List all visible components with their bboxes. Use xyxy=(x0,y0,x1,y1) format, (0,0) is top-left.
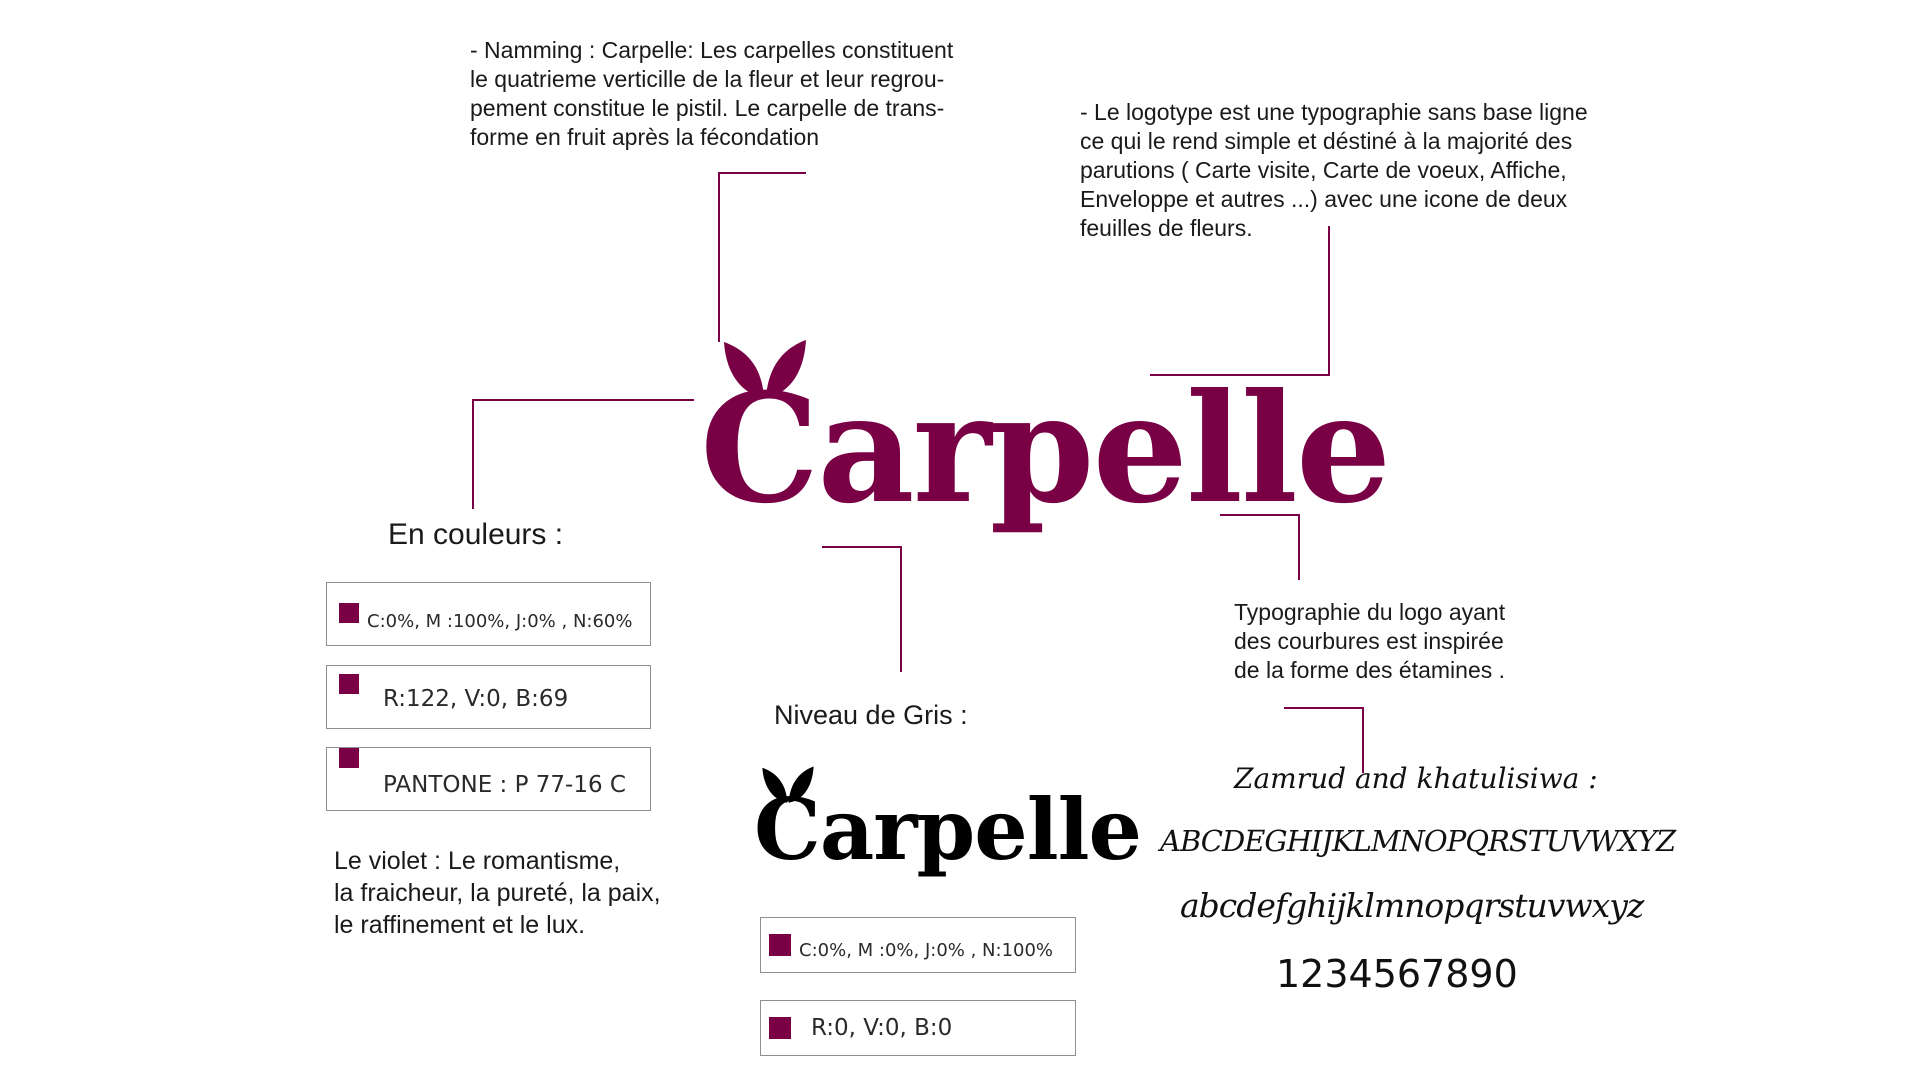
swatch-label: R:0, V:0, B:0 xyxy=(811,1015,953,1041)
swatch-label: C:0%, M :0%, J:0% , N:100% xyxy=(799,940,1054,961)
gray-title: Niveau de Gris : xyxy=(774,700,968,730)
connector-naming-h xyxy=(718,172,806,174)
naming-paragraph: - Namming : Carpelle: Les carpelles constituent le quatrieme verticille de la fleur et leur regrou- pement constitue le pistil. Le carpelle de trans- forme en fruit après la fécondation xyxy=(470,37,954,150)
font-name: Zamrud and khatulisiwa : xyxy=(1234,762,1598,795)
swatch-square xyxy=(769,1017,791,1039)
swatch-label: C:0%, M :100%, J:0% , N:60% xyxy=(367,611,633,632)
swatch-square xyxy=(339,674,359,694)
swatch-square xyxy=(339,748,359,768)
swatch-label: PANTONE : P 77-16 C xyxy=(383,772,626,798)
swatch-square xyxy=(769,934,791,956)
typography-description: Typographie du logo ayant des courbures est inspirée de la forme des étamines . xyxy=(1234,599,1506,683)
swatch-label: R:122, V:0, B:69 xyxy=(383,686,569,712)
logo-wordmark: Carpelle xyxy=(700,361,1390,537)
connector-logotype-v xyxy=(1328,226,1330,376)
connector-colors-h xyxy=(472,399,694,401)
logotype-paragraph: - Le logotype est une typographie sans base ligne ce qui le rend simple et déstiné à la majorité des parutions ( Carte visite, Carte de voeux, Affiche, Enveloppe et autres ...) avec une icone de deux feuilles de fleurs. xyxy=(1080,99,1588,241)
violet-meaning: Le violet : Le romantisme, la fraicheur, la pureté, la paix, le raffinement et le lux. xyxy=(334,847,661,939)
gray-swatch-box-rvb xyxy=(760,1000,1076,1056)
swatch-box-cmyk xyxy=(326,582,651,646)
gray-swatch-box-cmyk xyxy=(760,917,1076,973)
font-lowercase-sample: abcdefghijklmnopqrstuvwxyz xyxy=(1180,886,1644,925)
font-uppercase-sample: ABCDEGHIJKLMNOPQRSTUVWXYZ xyxy=(1160,824,1676,858)
connector-colors-v xyxy=(472,399,474,509)
swatch-box-rvb xyxy=(326,665,651,729)
swatch-box-pantone xyxy=(326,747,651,811)
main-logo xyxy=(690,326,1390,586)
colors-title: En couleurs : xyxy=(388,518,564,551)
connector-naming-v xyxy=(718,172,720,342)
font-digits-sample: 1234567890 xyxy=(1276,952,1518,996)
gray-logo xyxy=(748,760,1141,900)
connector-font-h xyxy=(1284,707,1364,709)
swatch-square xyxy=(339,603,359,623)
gray-logo-wordmark: Carpelle xyxy=(754,780,1141,879)
